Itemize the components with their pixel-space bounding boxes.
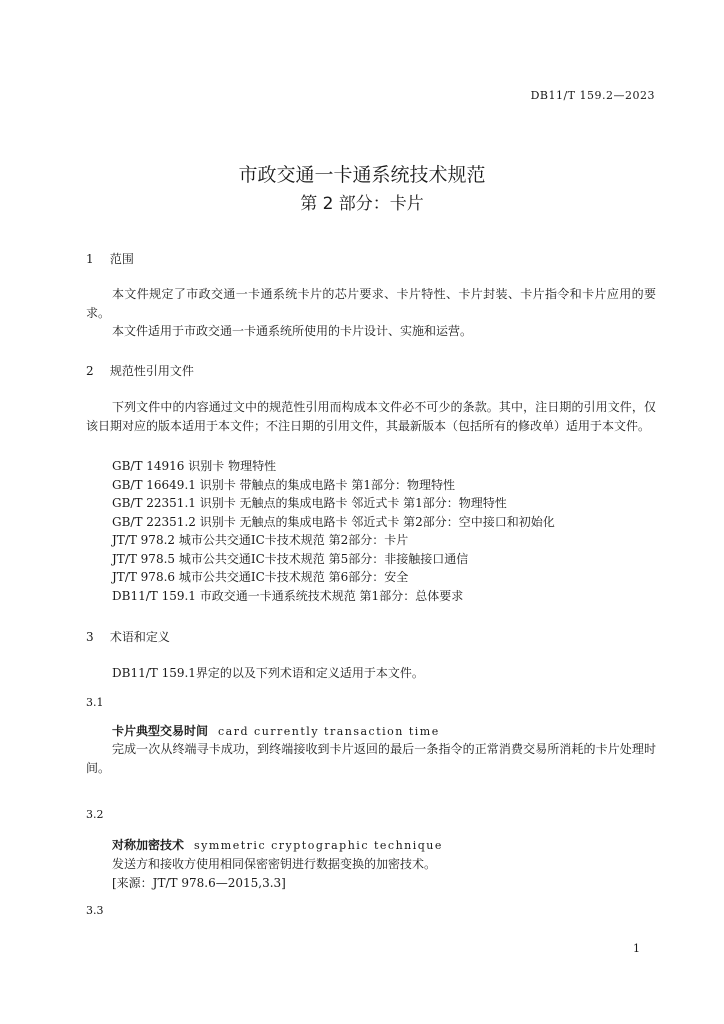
term-definition: 发送方和接收方使用相同保密密钥进行数据变换的加密技术。 [112, 857, 437, 871]
term-entry [112, 836, 443, 853]
section-title: 规范性引用文件 [109, 364, 194, 378]
reference-item: JT/T 978.6 城市公共交通IC卡技术规范 第6部分：安全 [112, 570, 409, 584]
scope-paragraph-1: 本文件规定了市政交通一卡通系统卡片的芯片要求、卡片特性、卡片封装、卡片指令和卡片应用的要求。 [86, 287, 656, 320]
section-number: 3 [86, 630, 94, 644]
document-title: 市政交通一卡通系统技术规范 [238, 164, 486, 186]
section-heading-terms-definitions [86, 628, 170, 645]
section-heading-scope [86, 250, 134, 267]
page-number: 1 [633, 942, 640, 955]
reference-item: JT/T 978.5 城市公共交通IC卡技术规范 第5部分：非接触接口通信 [112, 552, 469, 566]
term-source: [来源：JT/T 978.6—2015,3.3] [112, 876, 286, 890]
clause-number: 3.1 [86, 696, 104, 709]
section-number: 2 [86, 364, 94, 378]
term-chinese: 卡片典型交易时间 [112, 724, 209, 738]
section-heading-normative-references [86, 362, 194, 379]
clause-number: 3.2 [86, 808, 104, 821]
term-entry [112, 722, 440, 739]
terms-intro: DB11/T 159.1界定的以及下列术语和定义适用于本文件。 [112, 666, 424, 680]
standard-number: DB11/T 159.2—2023 [530, 89, 655, 102]
term-definition: 完成一次从终端寻卡成功，到终端接收到卡片返回的最后一条指令的正常消费交易所消耗的卡片处理时间。 [86, 742, 656, 775]
reference-item: GB/T 14916 识别卡 物理特性 [112, 459, 277, 473]
reference-item: GB/T 22351.2 识别卡 无触点的集成电路卡 邻近式卡 第2部分：空中接口和初始化 [112, 515, 555, 529]
term-english: card currently transaction time [218, 725, 440, 738]
section-number: 1 [86, 252, 94, 266]
normative-intro-paragraph: 下列文件中的内容通过文中的规范性引用而构成本文件必不可少的条款。其中，注日期的引用文件，仅该日期对应的版本适用于本文件；不注日期的引用文件，其最新版本（包括所有的修改单）适用于本文件。 [86, 400, 656, 433]
reference-item: DB11/T 159.1 市政交通一卡通系统技术规范 第1部分：总体要求 [112, 589, 464, 603]
clause-number: 3.3 [86, 904, 104, 917]
scope-paragraph-2: 本文件适用于市政交通一卡通系统所使用的卡片设计、实施和运营。 [112, 324, 473, 338]
term-english: symmetric cryptographic technique [194, 839, 443, 852]
reference-item: GB/T 16649.1 识别卡 带触点的集成电路卡 第1部分：物理特性 [112, 478, 455, 492]
section-title: 术语和定义 [109, 630, 170, 644]
document-subtitle: 第 2 部分：卡片 [300, 194, 424, 214]
section-title: 范围 [109, 252, 134, 266]
term-chinese: 对称加密技术 [112, 838, 185, 852]
reference-item: JT/T 978.2 城市公共交通IC卡技术规范 第2部分：卡片 [112, 533, 409, 547]
reference-item: GB/T 22351.1 识别卡 无触点的集成电路卡 邻近式卡 第1部分：物理特性 [112, 496, 507, 510]
